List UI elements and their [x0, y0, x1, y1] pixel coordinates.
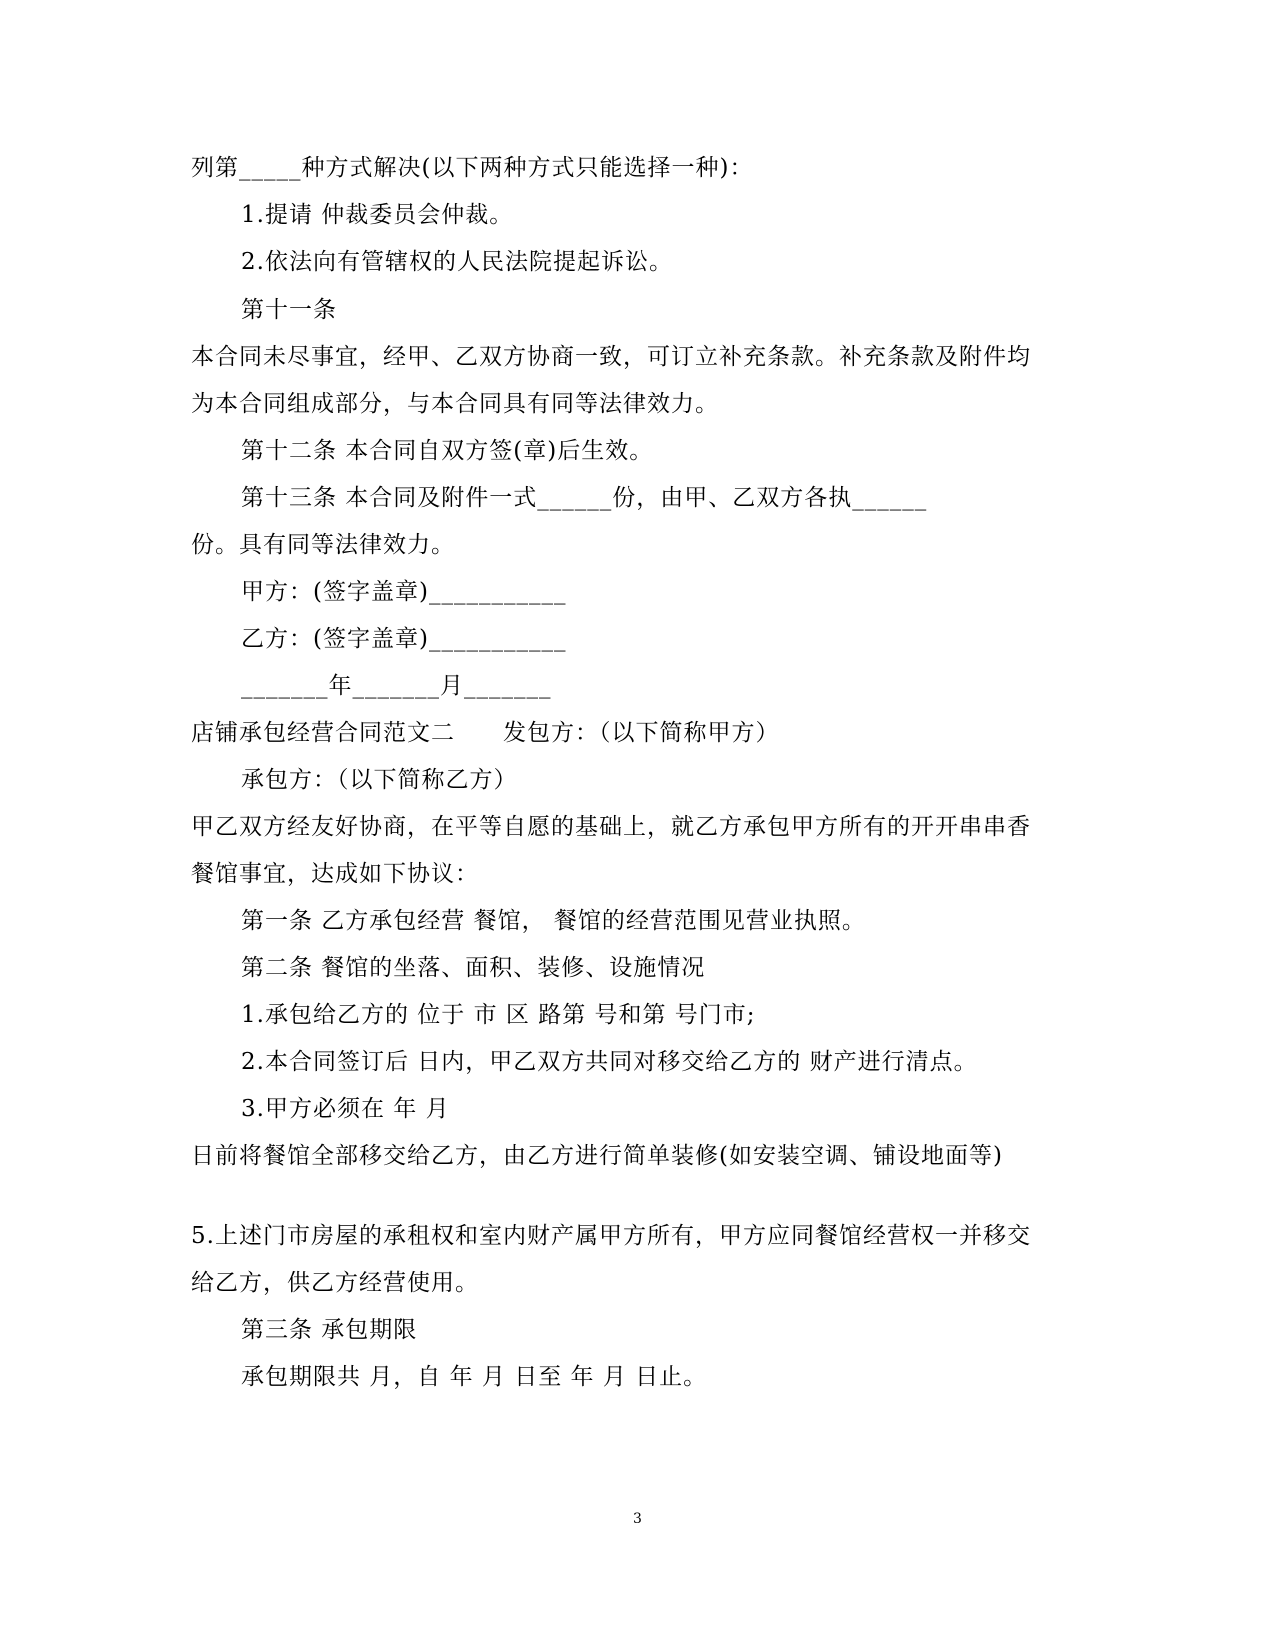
- text-line: 第三条 承包期限: [241, 1317, 418, 1343]
- text-line: 为本合同组成部分，与本合同具有同等法律效力。: [191, 391, 719, 417]
- text-line: 3.甲方必须在 年 月: [241, 1096, 450, 1122]
- text-line: 2.依法向有管辖权的人民法院提起诉讼。: [241, 249, 673, 275]
- text-line: 甲乙双方经友好协商，在平等自愿的基础上，就乙方承包甲方所有的开开串串香: [191, 814, 1031, 840]
- text-line: 第十三条 本合同及附件一式______份，由甲、乙双方各执______: [241, 485, 928, 511]
- section-heading: 店铺承包经营合同范文二 发包方：（以下简称甲方）: [191, 720, 780, 746]
- text-line: 本合同未尽事宜，经甲、乙双方协商一致，可订立补充条款。补充条款及附件均: [191, 344, 1031, 370]
- text-line: 份。具有同等法律效力。: [191, 532, 455, 558]
- signature-line-party-b: 乙方：(签字盖章)___________: [241, 626, 567, 652]
- text-line: 第一条 乙方承包经营 餐馆， 餐馆的经营范围见营业执照。: [241, 908, 866, 934]
- text-line: 列第_____种方式解决(以下两种方式只能选择一种)：: [191, 155, 754, 181]
- page-number: 3: [633, 1511, 642, 1527]
- text-line: 2.本合同签订后 日内，甲乙双方共同对移交给乙方的 财产进行清点。: [241, 1049, 978, 1075]
- text-line: 承包方：（以下简称乙方）: [241, 767, 518, 793]
- text-line: 1.承包给乙方的 位于 市 区 路第 号和第 号门市;: [241, 1002, 756, 1028]
- text-line: 第十二条 本合同自双方签(章)后生效。: [241, 438, 654, 464]
- text-line: 1.提请 仲裁委员会仲裁。: [241, 202, 514, 228]
- text-line: 承包期限共 月，自 年 月 日至 年 月 日止。: [241, 1364, 708, 1390]
- text-line: 5.上述门市房屋的承租权和室内财产属甲方所有，甲方应同餐馆经营权一并移交: [191, 1223, 1031, 1249]
- signature-line-party-a: 甲方：(签字盖章)___________: [241, 579, 567, 605]
- text-line: 日前将餐馆全部移交给乙方，由乙方进行简单装修(如安装空调、铺设地面等): [191, 1143, 1003, 1169]
- text-line: 餐馆事宜，达成如下协议：: [191, 861, 479, 887]
- text-line: 第十一条: [241, 297, 337, 323]
- date-line: _______年_______月_______: [241, 673, 552, 699]
- text-line: 第二条 餐馆的坐落、面积、装修、设施情况: [241, 955, 706, 981]
- text-line: 给乙方，供乙方经营使用。: [191, 1270, 479, 1296]
